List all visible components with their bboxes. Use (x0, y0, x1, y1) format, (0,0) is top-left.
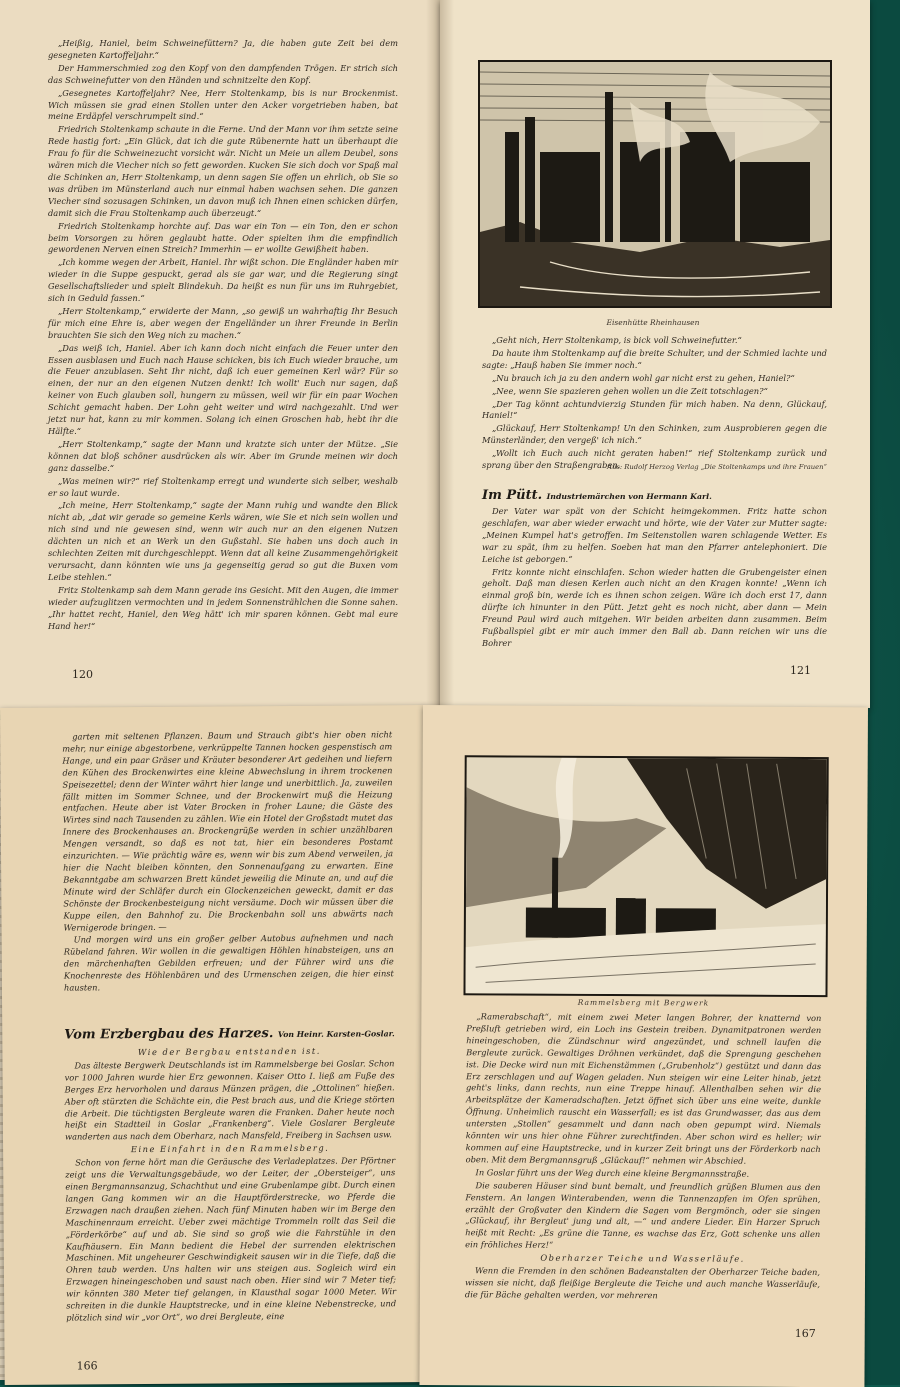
paragraph: Und morgen wird uns ein großer gelber Autobus aufnehmen und nach Rübeland fahren. Wir wollen in die gewaltigen Höhlen hinabsteigen, uns an den märchenhaften Gebilden erfreuen; und der Führer wird uns die Knochenreste des Höhlenbären und des Urmenschen zeigen, die hier einst hausten. (63, 932, 394, 993)
paragraph: „Der Tag könnt achtundvierzig Stunden für mich haben. Na denn, Glückauf, Haniel!“ (482, 398, 827, 421)
paragraph: „Ich komme wegen der Arbeit, Haniel. Ihr wißt schon. Die Engländer haben mir wieder in die Suppe gespuckt, gerad als sie gar war, und die Regierung singt Gesellschaftslieder und spielt Blindekuh. Da heißt es nun für uns im Ruhrgebiet, sich in Geduld fassen.“ (48, 257, 398, 304)
paragraph: Der Hammerschmied zog den Kopf von den dampfenden Trögen. Er strich sich das Schweinefutter von den Händen und schnitzelte den Kopf. (48, 62, 398, 85)
figure-caption: Rammelsberg mit Bergwerk (577, 997, 710, 1008)
paragraph: „Ich meine, Herr Stoltenkamp,“ sagte der Mann ruhig und wandte den Blick nicht ab, „dat wir gerade so gemeine Kerls wären, wie Sie et nich sein wollen und nich sind und nie gewesen sind, wenn wir auch nur an den eigenen Nutzen dächten un nich et an Werk un den Gußstahl. Sie haben uns doch auch in schlechten Zeiten mit durchgeschleppt. Wenn dat all keine Zusammengehörigkeit verursacht, dann könnten wie uns ja gegenseitig gerad so gut die Buxen vom Leibe stehlen.“ (48, 500, 398, 582)
figure-caption: Eisenhütte Rheinhausen (606, 318, 700, 327)
paragraph: „Glückauf, Herr Stoltenkamp! Un den Schinken, zum Ausprobieren gegen die Münsterländer, den vergeß' ich nich.“ (482, 423, 827, 446)
paragraph: „Nee, wenn Sie spazieren gehen wollen un die Zeit totschlagen?“ (492, 385, 768, 396)
page-166-text (62, 729, 394, 1011)
illustration-rammelsberg (463, 755, 828, 997)
paragraph: Friedrich Stoltenkamp schaute in die Ferne. Und der Mann vor ihm setzte seine Rede hastig fort: „Ein Glück, dat ich die gute Rübenernte hatt un überhaupt die Frau fo für die Schweinezucht vorsicht wär. Nicht un Meie un allem Deubel, sons wären mich die Viecher nich so fett geworden. Kucken Sie sich doch vor Spaß mal die Schinken an, Herr Stoltenkamp, un denn sagen Sie offen un ehrlich, ob Sie so was drüben im Münsterland auch nur einmal haben wachsen sehen. Die ganzen Viecher sind sozusagen Schinken, un davon muß ich Ihnen einen schicken dürfen, damit sich die Frau Stoltenkamp auch überzeugt.“ (48, 124, 398, 218)
paragraph: Der Vater war spät von der Schicht heimgekommen. Fritz hatte schon geschlafen, war aber wieder erwacht und hörte, wie der Vater zur Mutter sagte: „Meinen Kumpel hat's getroffen. Im Seitenstollen waren schlagende Wetter. Es war zu spät, ihm zu helfen. Soeben hat man den Pfarrer antelephoniert. Die Leiche ist geborgen.“ (482, 506, 827, 564)
paragraph: Wenn die Fremden in den schönen Badeanstalten der Oberharzer Teiche baden, wissen sie nicht, daß fleißige Bergleute die Teiche und auch manche Wasserläufe, die für Bäche gehalten werden, vor mehreren (464, 1265, 821, 1301)
page-167-text (465, 1011, 822, 1353)
page-121 (440, 0, 870, 708)
paragraph: „Was meinen wir?“ rief Stoltenkamp erregt und wunderte sich selber, weshalb er so laut wurde. (48, 475, 398, 498)
page-120 (0, 0, 440, 708)
paragraph: In Goslar führt uns der Weg durch eine kleine Bergmannsstraße. (475, 1167, 750, 1179)
paragraph: Die sauberen Häuser sind bunt bemalt, und freundlich grüßen Blumen aus den Fenstern. An langen Winterabenden, wenn die Tannenzapfen im Ofen sprühen, erzählt der Großvater den Kindern die Sagen vom Bergmönch, oder sie singen „Glückauf, ihr Bergleut' jung und alt, —“ und andere Lieder. Ein Harzer Spruch heißt mit Recht: „Es grüne die Tanne, es wachse das Erz, Gott schenke uns allen ein fröhliches Herz!“ (465, 1179, 821, 1250)
paragraph: „Nu brauch ich ja zu den andern wohl gar nicht erst zu gehen, Haniel?“ (492, 372, 795, 383)
paragraph: „Herr Stoltenkamp,“ erwiderte der Mann, „so gewiß un wahrhaftig Ihr Besuch für mich eine Ehre is, aber wegen der Engelländer un ihrer Freunde in Berlin brauchten Sie sich den Weg nich zu machen.“ (48, 305, 398, 340)
article-title-text: Vom Erzbergbau des Harzes. (64, 1026, 274, 1043)
paragraph: Fritz Stoltenkamp sah dem Mann gerade ins Gesicht. Mit den Augen, die immer wieder aufzuglitzen vermochten und in jedem Sonnenstrählchen die Sonne sahen. „Ihr hattet recht, Haniel, den Weg hätt' ich mir sparen können. Gebt mal eure Hand her!“ (48, 584, 398, 631)
page-gutter (440, 0, 454, 708)
paragraph: Das älteste Bergwerk Deutschlands ist im Rammelsberge bei Goslar. Schon vor 1000 Jahren wurde hier Erz gewonnen. Kaiser Otto I. ließ am Fuße des Berges Erz hervorholen und daraus Münzen prägen, die „Ottolinen“ hießen. Aber oft stürzten die Schächte ein, die Pest brach aus, und die Kriege störten die Arbeit. Die tüchtigsten Bergleute waren die Franken. Daher heute noch heißt ein Stadtteil in Goslar „Frankenberg“. Viele Goslarer Bergleute wanderten aus nach dem Oberharz, nach Mansfeld, Freiberg in Sachsen usw. (64, 1058, 395, 1142)
article-title (64, 1025, 404, 1042)
article-title (482, 488, 827, 503)
illustration-eisenhuette (478, 60, 832, 308)
paragraph: „Ramerabschaft“, mit einem zwei Meter langen Bohrer, der knatternd von Preßluft getrieben wird, ein Loch ins Gestein treiben. Dynamitpatronen werden hineingeschoben, die Zündschnur wird angezündet, und schnell laufen die Bergleute zurück. Gewaltiges Dröhnen verkündet, daß die Sprengung geschehen ist. Die Decke wird nun mit Eichenstämmen („Grubenholz“) gestützt und dann das Erz zerschlagen und auf Wagen geladen. Nun steigen wir eine Leiter hinab, jetzt geht's links, dann rechts, nun eine Treppe hinauf. Allenthalben sehen wir die Arbeitsplätze der Kameradschaften. Jetzt öffnet sich über uns eine weite, dunkle Öffnung. Unheimlich rauscht ein Wasserfall; es ist das Grundwasser, das aus dem untersten „Stollen“ gesammelt und dann nach oben gepumpt wird. Niemals könnten wir uns hier ohne Führer zurechtfinden. Aber schon wird es heller; wir kommen auf eine Hauptstrecke, und in kurzer Zeit bringt uns der Förderkorb nach oben. Mit dem Bergmannsgruß „Glückauf!“ nehmen wir Abschied. (465, 1011, 822, 1166)
paragraph: „Wollt ich Euch auch nicht geraten haben!“ rief Stoltenkamp zurück und sprang über den Straßengraben. (482, 448, 827, 471)
page-167 (419, 705, 868, 1387)
page-number: 121 (790, 664, 811, 677)
woodcut-steelworks-image (480, 62, 830, 306)
page-166 (0, 705, 430, 1385)
page-gutter (426, 0, 440, 708)
paragraph: „Geht nich, Herr Stoltenkamp, is bick voll Schweinefutter.“ (492, 335, 742, 345)
section-heading: Oberharzer Teiche und Wasserläufe. (540, 1252, 745, 1264)
source-note: Aus: Rudolf Herzog Verlag „Die Stoltenkamps und ihre Frauen“ (607, 463, 827, 471)
paragraph: Schon von ferne hört man die Geräusche des Verladeplatzes. Der Pförtner zeigt uns die Verwaltungsgebäude, wo der Leiter, der „Obersteiger“, uns einen Bergmannsanzug, Schachthut und eine Grubenlampe gibt. Durch einen langen Gang kommen wir an die Hauptförderstrecke, wo Pferde die Erzwagen nach draußen ziehen. Nach fünf Minuten haben wir im Berge den Maschinenraum erreicht. Ueber zwei mächtige Trommeln rollt das Seil die „Förderkörbe“ auf und ab. Sie sind so groß wie die Fahrstühle in den Kaufhäusern. Ein Mann bedient die Hebel der surrenden elektrischen Maschinen. Mit ungeheurer Geschwindigkeit sausen wir in die Tiefe, daß die Ohren taub werden. Uns halten wir uns steigen aus. Sogleich wird ein Erzwagen hineingeschoben und saust nach oben. Hier sind wir 7 Meter tief; wir könnten 380 Meter tief gelangen, in Klausthal sogar 1000 Meter. Wir schreiten in die dunkle Hauptstrecke, und in eine kleine Nebenstrecke, und plötzlich sind wir „vor Ort“, wo drei Bergleute, eine (65, 1155, 397, 1323)
paragraph: „Heißig, Haniel, beim Schweinefüttern? Ja, die haben gute Zeit bei dem gesegneten Kartoffeljahr.“ (48, 38, 398, 60)
article-byline: Industriemärchen von Hermann Karl. (546, 492, 712, 501)
article-byline: Von Heinr. Karsten-Goslar. (277, 1029, 395, 1040)
paragraph: „Herr Stoltenkamp,“ sagte der Mann und kratzte sich unter der Mütze. „Sie können dat bloß schöner ausdrücken als wir. Aber im Grunde meinen wir doch ganz dasselbe.“ (48, 438, 398, 473)
article-text (482, 506, 827, 648)
section-heading: Eine Einfahrt in den Rammelsberg. (130, 1142, 330, 1155)
paragraph: Friedrich Stoltenkamp horchte auf. Das war ein Ton — ein Ton, den er schon beim Vorsorgen zu hören geglaubt hatte. Oder spielten ihm die empfindlich gewordenen Nerven einen Streich? Immerhin — er wollte Gewißheit haben. (48, 220, 398, 255)
article-title-text: Im Pütt. (482, 488, 543, 503)
page-120-text (48, 38, 398, 638)
paragraph: Da haute ihm Stoltenkamp auf die breite Schulter, und der Schmied lachte und sagte: „Hauß haben Sie immer noch.“ (482, 347, 827, 370)
paragraph: garten mit seltenen Pflanzen. Baum und Strauch gibt's hier oben nicht mehr, nur einige abgestorbene, verkrüppelte Tannen hocken gespenstisch am Hange, und ein paar Gräser und Kräuter besonderer Art gedeihen und liefern den Kühen des Brockenwirtes eine kleine Abwechslung in ihrem trockenen Speisezettel; denn der Winter währt hier lange und unerbittlich. Ja, zuweilen fällt mitten im Sommer Schnee, und der Brockenwirt muß die Heizung entfachen. Heute aber ist Vater Brocken in froher Laune; die Gäste des Wirtes sind nach Tausenden zu zählen. Wie ein Hotel der Großstadt mutet das Innere des Brockenhauses an. Brockengrüße werden in schier unzählbaren Mengen versandt, so daß es not tat, hier ein besonderes Postamt einzurichten. — Wie prächtig wäre es, wenn wir bis zum Abend verweilen, ja hier die Nacht bleiben könnten, den Sonnenaufgang zu erwarten. Eine Bekanntgabe am schwarzen Brett kündet jeweilig die Minute an, und auf die Minute wird der Schläfer durch ein Glockenzeichen geweckt, damit er das Schönste der Brockenbesteigung nicht versäume. Doch wir müssen über die Kuppe eilen, den Bahnhof zu. Die Brockenbahn soll uns abwärts nach Wernigerode bringen. — (62, 729, 394, 933)
paragraph: „Das weiß ich, Haniel. Aber ich kann doch nicht einfach die Feuer unter den Essen ausblasen und Euch nach Hause schicken, bis ich Euch wieder brauche, um die Feuer anzublasen. Seht Ihr nicht, daß ich euer gemeinen Kerl wär? Für so einen, der nur an den eigenen Nutzen denkt! Ich wollt' Euch nur sagen, daß keiner von Euch glauben soll, hungern zu müssen, weil wir für ein paar Wochen Schicht gemacht haben. Der Lohn geht weiter und wird nachgezahlt. Und wer jetzt nur hat, kann zu mir kommen. Solang ich einen Groschen hab, hebt ihr die Hälfte.“ (48, 342, 398, 436)
page-number: 120 (72, 668, 93, 681)
woodcut-mine-image (465, 757, 826, 995)
paragraph: Fritz konnte nicht einschlafen. Schon wieder hatten die Grubengeister einen geholt. Daß man diesen Kerlen auch nicht an den Kragen konnte! „Wenn ich einmal groß bin, werde ich es ihnen schon zeigen. Wäre ich doch erst 17, dann dürfte ich hinunter in den Pütt. Jetzt geht es noch nicht, aber dann — Mein Freund Paul wird auch mitgehen. Wir beiden arbeiten dann zusammen. Beim Fußballspiel gibt er mir auch immer den Ball ab. Dann reichen wir uns die Bohrer (482, 566, 827, 648)
page-number: 167 (794, 1326, 816, 1341)
page-number: 166 (76, 1359, 98, 1373)
paragraph: „Gesegnetes Kartoffeljahr? Nee, Herr Stoltenkamp, bis is nur Brockenmist. Wich müssen sie grad einen Stollen unter den Acker vorgetrieben haben, bat meine Erdäpfel verschrumpelt sind.“ (48, 87, 398, 122)
article-text (64, 1045, 396, 1352)
section-heading: Wie der Bergbau entstanden ist. (137, 1045, 321, 1058)
